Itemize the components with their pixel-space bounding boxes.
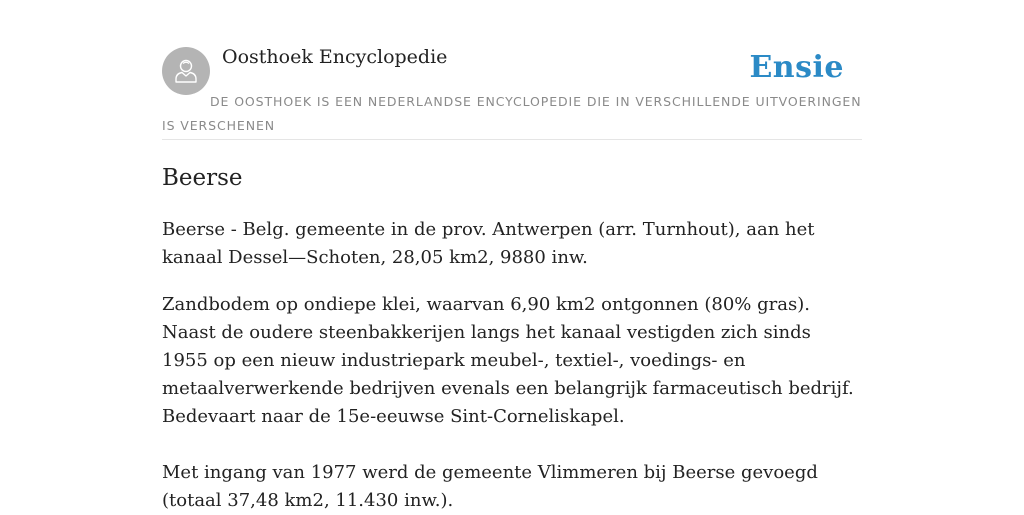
article-paragraph-1: Beerse - Belg. gemeente in de prov. Antwerpen (arr. Turnhout), aan het kanaal Dessel—Schoten, 28,05 km2, 9880 inw. bbox=[162, 219, 815, 268]
site-tagline: DE OOSTHOEK IS EEN NEDERLANDSE ENCYCLOPEDIE DIE IN VERSCHILLENDE UITVOERINGEN IS VERSCHENEN bbox=[162, 94, 862, 133]
article-paragraph-3: Met ingang van 1977 werd de gemeente Vlimmeren bij Beerse gevoegd (totaal 37,48 km2, 11.430 inw.). bbox=[162, 462, 818, 511]
article-title: Beerse bbox=[162, 165, 243, 191]
user-avatar-icon bbox=[171, 56, 201, 86]
page-header bbox=[162, 0, 862, 140]
site-title[interactable]: Oosthoek Encyclopedie bbox=[222, 46, 448, 68]
brand-logo-link[interactable]: Ensie bbox=[749, 50, 844, 85]
article bbox=[162, 160, 862, 515]
author-avatar[interactable] bbox=[162, 47, 210, 95]
article-paragraph-2: Zandbodem op ondiepe klei, waarvan 6,90 km2 ontgonnen (80% gras). Naast de oudere steenbakkerijen langs het kanaal vestigden zich sinds 1955 op een nieuw industriepark meubel-, textiel-, voedings- en metaalverwerkende bedrijven evenals een belangrijk farmaceutisch bedrijf. Bedevaart naar de 15e-eeuwse Sint-Corneliskapel. bbox=[162, 294, 854, 427]
